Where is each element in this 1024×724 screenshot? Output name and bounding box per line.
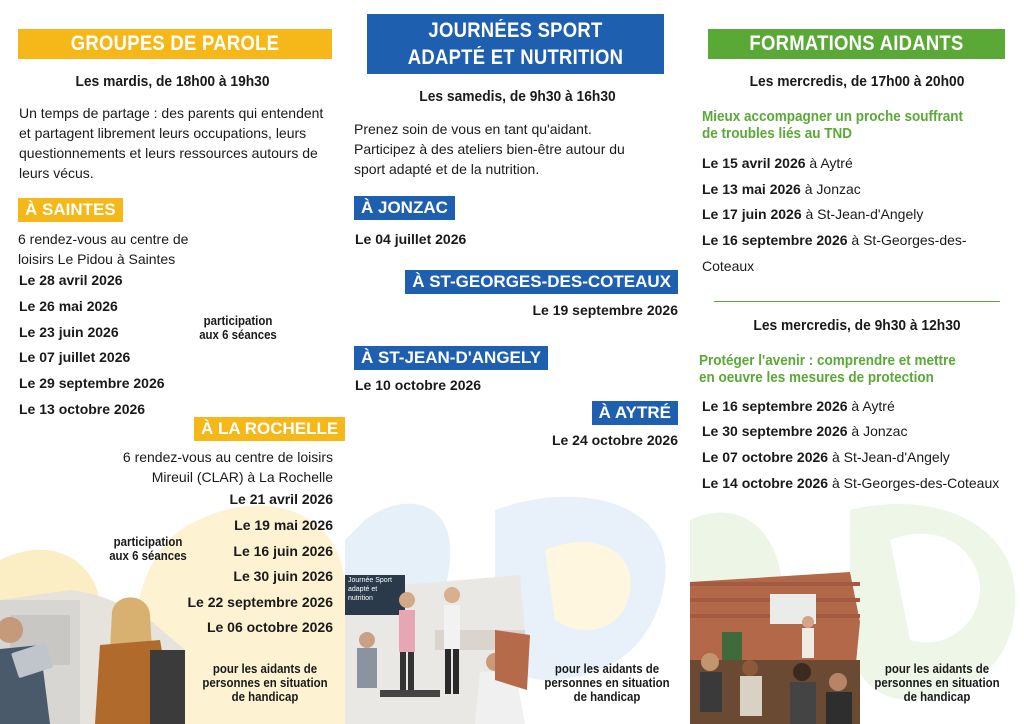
la-rochelle-date-4: Le 30 juin 2026	[233, 568, 333, 584]
saintes-date-1: Le 28 avril 2026	[19, 272, 123, 288]
section-divider	[714, 301, 1000, 302]
groupes-schedule: Les mardis, de 18h00 à 19h30	[75, 73, 270, 90]
formation-2-session-1: Le 16 septembre 2026 à Aytré	[702, 398, 895, 414]
aytre-date: Le 24 octobre 2026	[551, 432, 678, 448]
formation-1-session-4-wrap: Coteaux	[702, 258, 755, 274]
la-rochelle-date-2: Le 19 mai 2026	[234, 517, 333, 533]
la-rochelle-date-5: Le 22 septembre 2026	[187, 594, 333, 610]
saintes-description: 6 rendez-vous au centre de loisirs Le Pidou à Saintes	[18, 231, 189, 267]
la-rochelle-participation-note: participation aux 6 séances	[109, 534, 187, 563]
saintes-date-3: Le 23 juin 2026	[19, 324, 119, 340]
formations-aidants-banner: FORMATIONS AIDANTS	[708, 29, 1005, 59]
column-formations-aidants	[690, 0, 1024, 724]
saintes-date-2: Le 26 mai 2026	[19, 298, 118, 314]
sport-intro: Prenez soin de vous en tant qu'aidant. Participez à des ateliers bien-être autour du sport adapté et de la nutrition.	[354, 121, 625, 177]
formation-2-session-4: Le 14 octobre 2026 à St-Georges-des-Coteaux	[702, 475, 1000, 491]
la-rochelle-date-6: Le 06 octobre 2026	[206, 619, 333, 635]
formation-1-session-2: Le 13 mai 2026 à Jonzac	[702, 181, 861, 197]
la-rochelle-date-3: Le 16 juin 2026	[233, 543, 333, 559]
aytre-tag: À AYTRÉ	[592, 401, 678, 425]
saintes-date-5: Le 29 septembre 2026	[19, 375, 165, 391]
formation-2-session-3: Le 07 octobre 2026 à St-Jean-d'Angely	[702, 449, 950, 465]
discussion-group-photo	[0, 590, 185, 724]
screen-caption: Journée Sport adapté et nutrition	[348, 577, 392, 602]
saintes-tag: À SAINTES	[18, 198, 123, 222]
st-georges-tag: À ST-GEORGES-DES-COTEAUX	[405, 270, 678, 294]
saintes-date-6: Le 13 octobre 2026	[19, 401, 146, 417]
formation-1-session-3: Le 17 juin 2026 à St-Jean-d'Angely	[702, 206, 924, 222]
st-jean-date: Le 10 octobre 2026	[355, 377, 482, 393]
formations-footer-note: pour les aidants de personnes en situation de handicap	[874, 661, 1000, 704]
formation-2-session-2: Le 30 septembre 2026 à Jonzac	[702, 423, 908, 439]
sport-footer-note: pour les aidants de personnes en situation de handicap	[544, 661, 670, 704]
st-jean-tag: À ST-JEAN-D'ANGELY	[354, 346, 548, 370]
formations-schedule-2: Les mercredis, de 9h30 à 12h30	[753, 317, 961, 334]
column-groupes-de-parole	[0, 0, 345, 724]
la-rochelle-tag: À LA ROCHELLE	[194, 417, 345, 441]
training-room-photo	[690, 572, 860, 724]
formation-1-session-4: Le 16 septembre 2026 à St-Georges-des-	[702, 232, 967, 248]
formation-1-heading: Mieux accompagner un proche souffrant de troubles liés au TND	[702, 108, 964, 142]
jonzac-tag: À JONZAC	[354, 196, 455, 220]
st-georges-date: Le 19 septembre 2026	[532, 302, 678, 318]
groupes-intro: Un temps de partage : des parents qui entendent et partagent librement leurs occupations, leurs questionnements et leurs ressources autours de leurs vécus.	[19, 105, 324, 181]
groupes-de-parole-banner: GROUPES DE PAROLE	[18, 29, 332, 59]
la-rochelle-description: 6 rendez-vous au centre de loisirs Mireuil (CLAR) à La Rochelle	[122, 449, 333, 485]
saintes-date-4: Le 07 juillet 2026	[19, 349, 131, 365]
sport-schedule: Les samedis, de 9h30 à 16h30	[419, 88, 616, 105]
jonzac-date: Le 04 juillet 2026	[355, 231, 467, 247]
journees-sport-banner: JOURNÉES SPORT ADAPTÉ ET NUTRITION	[367, 14, 664, 74]
la-rochelle-date-1: Le 21 avril 2026	[229, 491, 333, 507]
formation-1-session-1: Le 15 avril 2026 à Aytré	[702, 155, 853, 171]
sport-workshop-photo	[345, 570, 535, 724]
formation-2-heading: Protéger l'avenir : comprendre et mettre en oeuvre les mesures de protection	[699, 352, 956, 386]
saintes-participation-note: participation aux 6 séances	[199, 313, 277, 342]
formations-schedule-1: Les mercredis, de 17h00 à 20h00	[749, 73, 965, 90]
groupes-footer-note: pour les aidants de personnes en situation de handicap	[202, 661, 328, 704]
column-journees-sport	[345, 0, 690, 724]
